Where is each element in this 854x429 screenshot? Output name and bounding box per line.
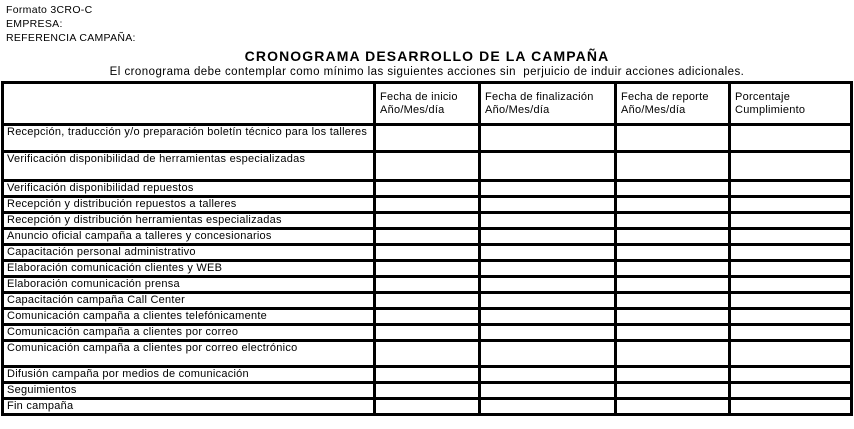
cell-porcentaje-cumplimiento[interactable] [730, 197, 852, 213]
cell-fecha-reporte[interactable] [616, 261, 730, 277]
cell-fecha-reporte[interactable] [616, 293, 730, 309]
schedule-table [1, 81, 853, 416]
cell-porcentaje-cumplimiento[interactable] [730, 277, 852, 293]
cell-fecha-reporte[interactable] [616, 125, 730, 152]
format-code: Formato 3CRO-C [6, 4, 93, 16]
cell-porcentaje-cumplimiento[interactable] [730, 261, 852, 277]
table-row [3, 383, 852, 399]
cell-fecha-inicio[interactable] [375, 181, 480, 197]
cell-fecha-finalizacion[interactable] [480, 197, 616, 213]
cell-fecha-inicio[interactable] [375, 367, 480, 383]
table-row [3, 125, 852, 152]
action-label: Elaboración comunicación clientes y WEB [3, 261, 375, 277]
cell-fecha-inicio[interactable] [375, 341, 480, 367]
company-label: EMPRESA: [6, 18, 63, 30]
table-row [3, 341, 852, 367]
cell-porcentaje-cumplimiento[interactable] [730, 229, 852, 245]
cell-fecha-inicio[interactable] [375, 399, 480, 415]
header-fecha-inicio: Fecha de inicio Año/Mes/día [375, 83, 480, 125]
cell-porcentaje-cumplimiento[interactable] [730, 245, 852, 261]
header-fecha-finalizacion: Fecha de finalización Año/Mes/día [480, 83, 616, 125]
cell-porcentaje-cumplimiento[interactable] [730, 152, 852, 181]
cell-fecha-finalizacion[interactable] [480, 341, 616, 367]
action-label: Comunicación campaña a clientes por correo [3, 325, 375, 341]
table-row [3, 293, 852, 309]
cell-fecha-inicio[interactable] [375, 213, 480, 229]
cell-fecha-inicio[interactable] [375, 383, 480, 399]
cell-porcentaje-cumplimiento[interactable] [730, 293, 852, 309]
action-label: Elaboración comunicación prensa [3, 277, 375, 293]
cell-fecha-finalizacion[interactable] [480, 125, 616, 152]
cell-fecha-finalizacion[interactable] [480, 399, 616, 415]
cell-fecha-finalizacion[interactable] [480, 181, 616, 197]
cell-fecha-inicio[interactable] [375, 152, 480, 181]
table-row [3, 261, 852, 277]
table-header [3, 83, 852, 125]
table-row [3, 152, 852, 181]
action-label: Recepción y distribución herramientas especializadas [3, 213, 375, 229]
table-row [3, 309, 852, 325]
cell-fecha-inicio[interactable] [375, 125, 480, 152]
cell-fecha-finalizacion[interactable] [480, 309, 616, 325]
action-label: Difusión campaña por medios de comunicación [3, 367, 375, 383]
cell-fecha-finalizacion[interactable] [480, 152, 616, 181]
header-porcentaje-cumplimiento: Porcentaje Cumplimiento [730, 83, 852, 125]
cell-fecha-reporte[interactable] [616, 181, 730, 197]
action-label: Seguimientos [3, 383, 375, 399]
cell-fecha-finalizacion[interactable] [480, 261, 616, 277]
cell-fecha-finalizacion[interactable] [480, 293, 616, 309]
action-label: Capacitación personal administrativo [3, 245, 375, 261]
cell-fecha-inicio[interactable] [375, 325, 480, 341]
cell-fecha-finalizacion[interactable] [480, 229, 616, 245]
header-fecha-reporte: Fecha de reporte Año/Mes/día [616, 83, 730, 125]
cell-fecha-reporte[interactable] [616, 383, 730, 399]
action-label: Comunicación campaña a clientes telefónicamente [3, 309, 375, 325]
page-title: CRONOGRAMA DESARROLLO DE LA CAMPAÑA [244, 48, 610, 64]
cell-porcentaje-cumplimiento[interactable] [730, 125, 852, 152]
cell-fecha-finalizacion[interactable] [480, 245, 616, 261]
table-row [3, 325, 852, 341]
cell-porcentaje-cumplimiento[interactable] [730, 341, 852, 367]
cell-fecha-finalizacion[interactable] [480, 277, 616, 293]
cell-fecha-reporte[interactable] [616, 367, 730, 383]
action-label: Recepción y distribución repuestos a talleres [3, 197, 375, 213]
page-subtitle: El cronograma debe contemplar como mínimo las siguientes acciones sin perjuicio de induir acciones adicionales. [109, 66, 745, 78]
table-row [3, 367, 852, 383]
table-row [3, 181, 852, 197]
cell-porcentaje-cumplimiento[interactable] [730, 181, 852, 197]
cell-fecha-reporte[interactable] [616, 152, 730, 181]
table-row [3, 399, 852, 415]
cell-fecha-reporte[interactable] [616, 245, 730, 261]
cell-fecha-inicio[interactable] [375, 229, 480, 245]
action-label: Anuncio oficial campaña a talleres y concesionarios [3, 229, 375, 245]
header-row [3, 83, 852, 125]
action-label: Verificación disponibilidad de herramientas especializadas [3, 152, 375, 181]
action-label: Verificación disponibilidad repuestos [3, 181, 375, 197]
cell-porcentaje-cumplimiento[interactable] [730, 325, 852, 341]
table-row [3, 229, 852, 245]
form-meta [0, 0, 854, 45]
action-label: Capacitación campaña Call Center [3, 293, 375, 309]
cell-fecha-finalizacion[interactable] [480, 367, 616, 383]
cell-fecha-reporte[interactable] [616, 309, 730, 325]
cell-fecha-reporte[interactable] [616, 341, 730, 367]
table-row [3, 245, 852, 261]
header-actions [3, 83, 375, 125]
cell-fecha-inicio[interactable] [375, 197, 480, 213]
cell-porcentaje-cumplimiento[interactable] [730, 367, 852, 383]
table-row [3, 197, 852, 213]
cell-fecha-finalizacion[interactable] [480, 213, 616, 229]
cell-fecha-reporte[interactable] [616, 399, 730, 415]
cell-fecha-reporte[interactable] [616, 229, 730, 245]
cell-fecha-inicio[interactable] [375, 309, 480, 325]
table-row [3, 213, 852, 229]
cell-fecha-finalizacion[interactable] [480, 325, 616, 341]
cell-porcentaje-cumplimiento[interactable] [730, 399, 852, 415]
campaign-reference-label: REFERENCIA CAMPAÑA: [6, 32, 136, 44]
table-row [3, 277, 852, 293]
cell-porcentaje-cumplimiento[interactable] [730, 309, 852, 325]
action-label: Fin campaña [3, 399, 375, 415]
cell-fecha-inicio[interactable] [375, 261, 480, 277]
cell-fecha-reporte[interactable] [616, 197, 730, 213]
cell-fecha-inicio[interactable] [375, 293, 480, 309]
cell-porcentaje-cumplimiento[interactable] [730, 383, 852, 399]
cell-fecha-inicio[interactable] [375, 245, 480, 261]
action-label: Comunicación campaña a clientes por correo electrónico [3, 341, 375, 367]
cell-fecha-reporte[interactable] [616, 277, 730, 293]
action-label: Recepción, traducción y/o preparación boletín técnico para los talleres [3, 125, 375, 152]
cell-fecha-inicio[interactable] [375, 277, 480, 293]
cell-fecha-finalizacion[interactable] [480, 383, 616, 399]
cell-fecha-reporte[interactable] [616, 213, 730, 229]
cell-fecha-reporte[interactable] [616, 325, 730, 341]
cell-porcentaje-cumplimiento[interactable] [730, 213, 852, 229]
table-body [3, 125, 852, 415]
